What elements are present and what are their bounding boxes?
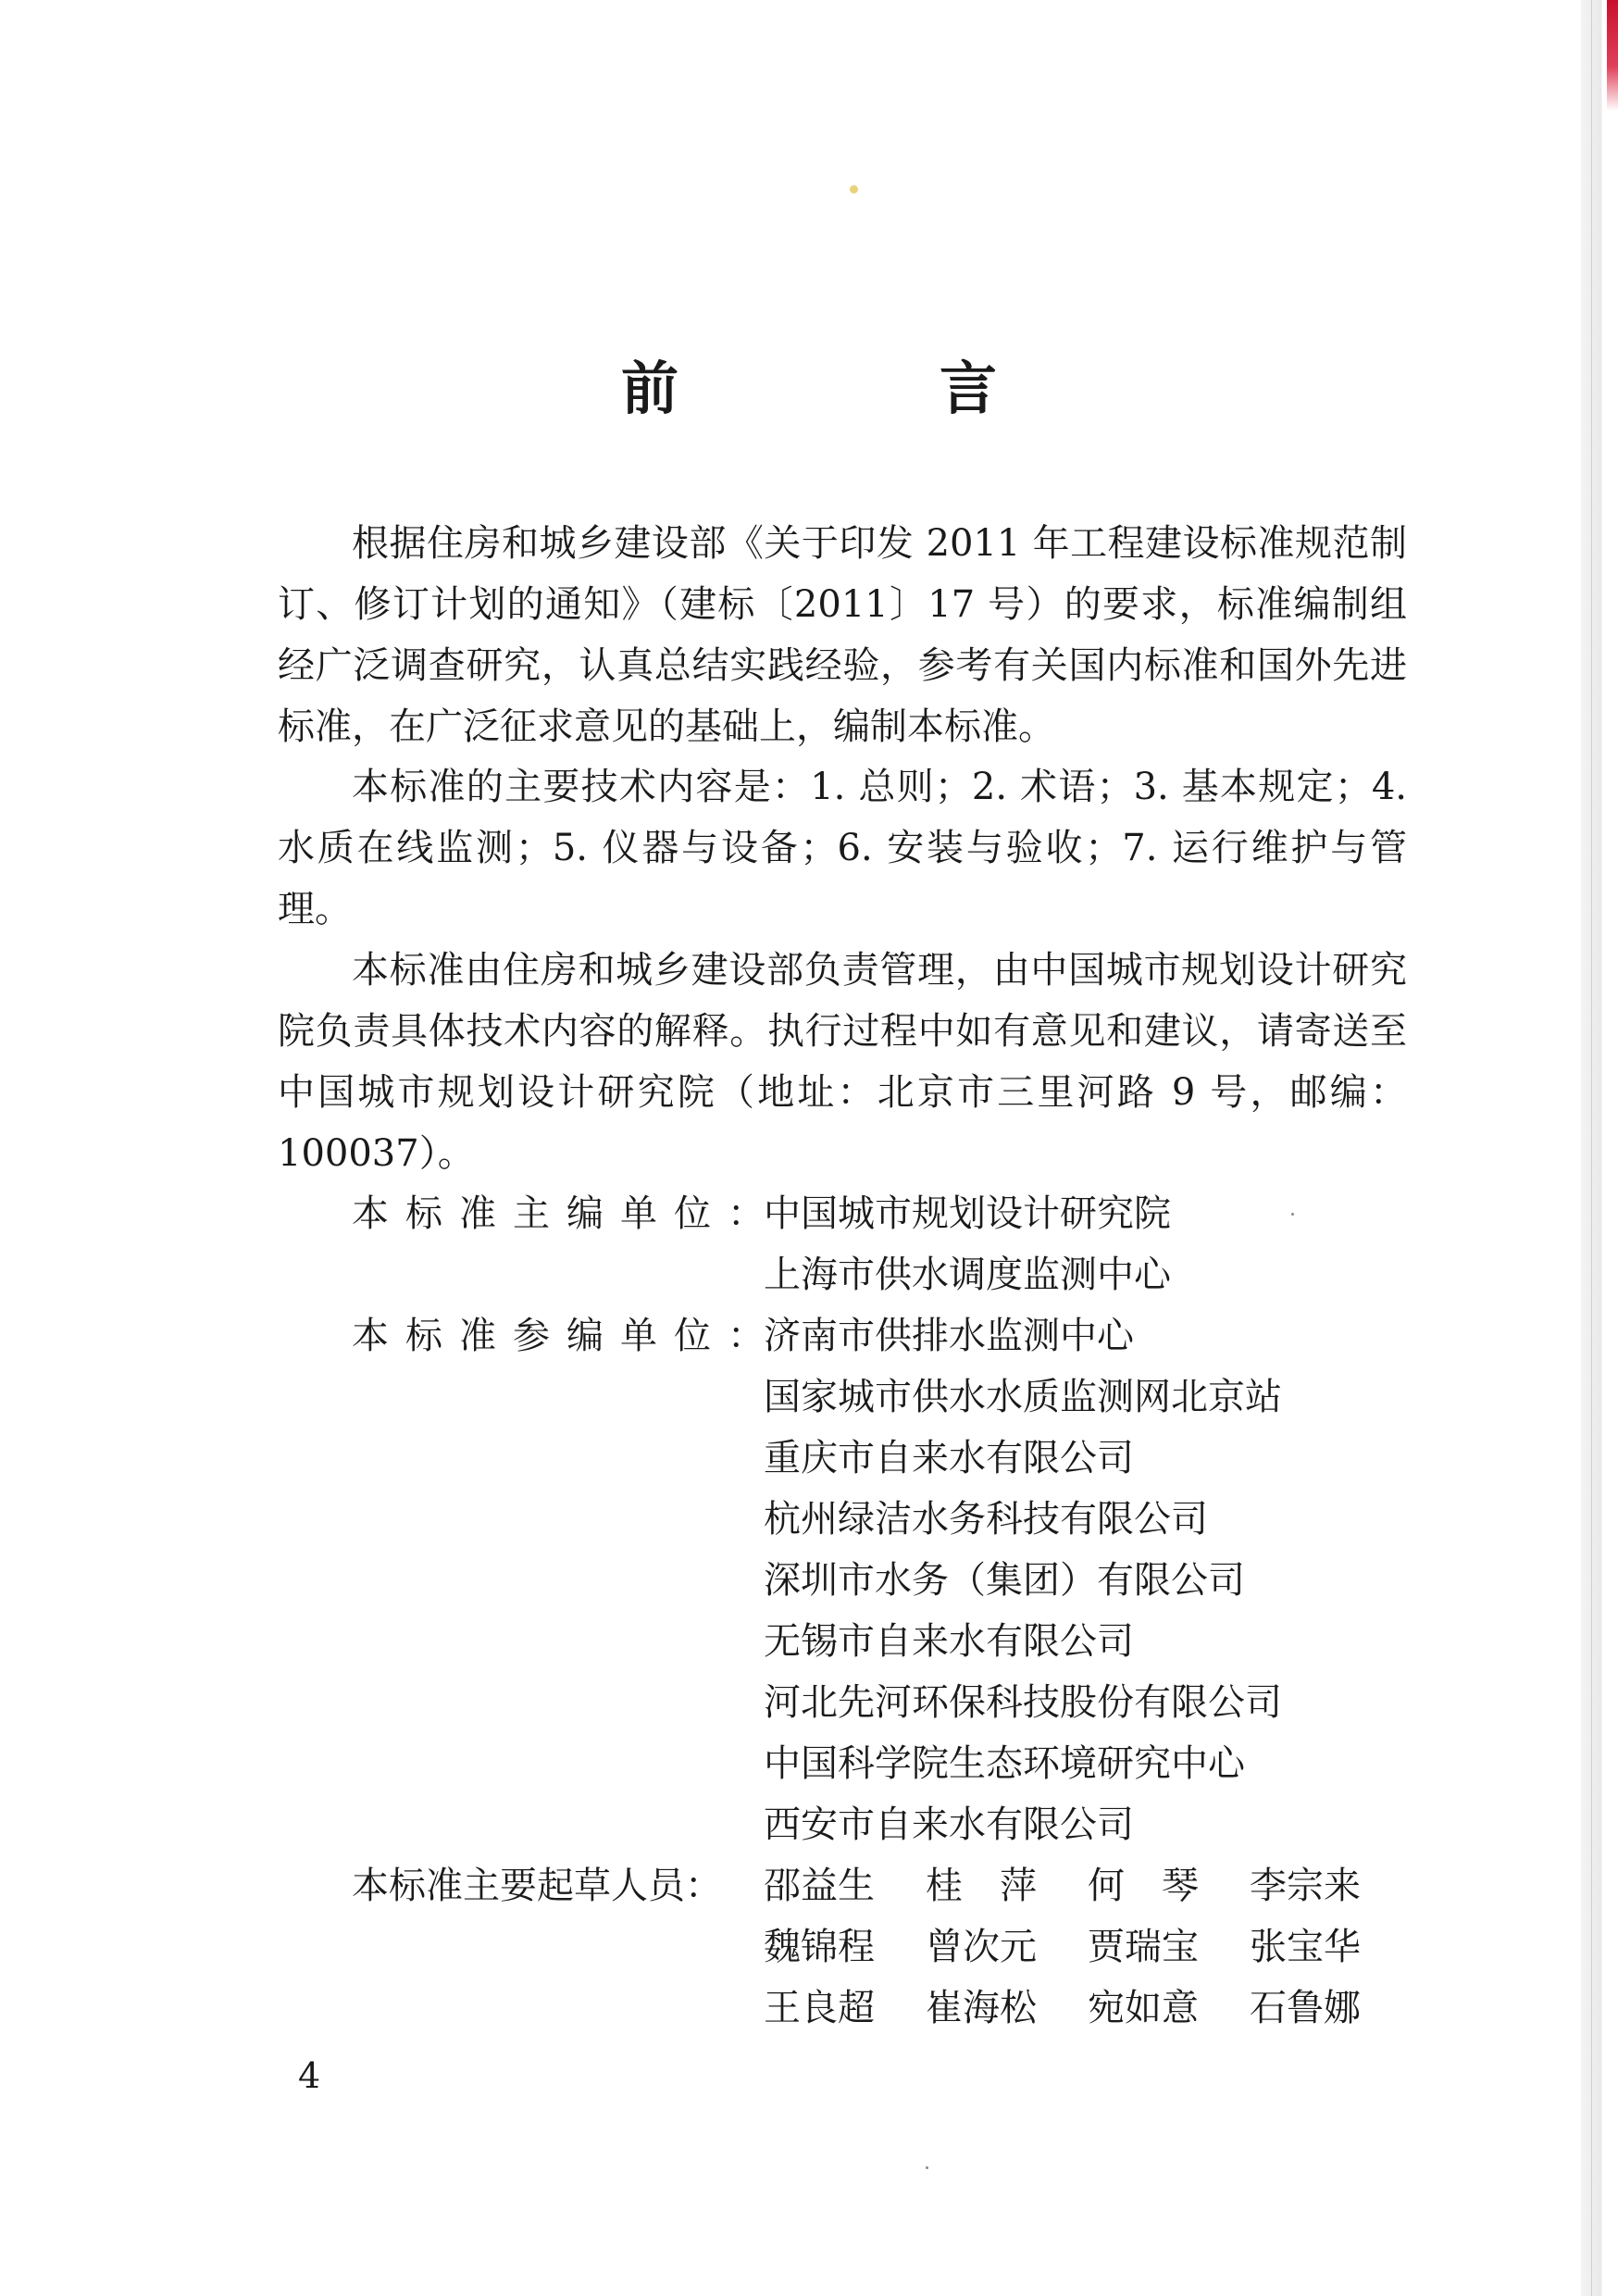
drafter-name: 曾次元 — [926, 1926, 1037, 1968]
drafter-name: 王良超 — [764, 1987, 875, 2029]
participating-unit: 国家城市供水水质监测网北京站 — [764, 1376, 1282, 1418]
paragraph-3-text: 本标准由住房和城乡建设部负责管理，由中国城市规划设计研究院负责具体技术内容的解释。执行过程中如有意见和建议，请寄送至中国城市规划设计研究院（地址：北京市三里河路 9 号，邮编：100037）。 — [278, 949, 1407, 1175]
chief-unit: 中国城市规划设计研究院 — [764, 1192, 1171, 1235]
participating-unit: 西安市自来水有限公司 — [764, 1803, 1134, 1846]
page-number: 4 — [298, 2055, 321, 2096]
drafter-name: 石鲁娜 — [1250, 1987, 1361, 2029]
drafter-name: 何 琴 — [1088, 1865, 1199, 1907]
chief-units-label: 本标准主编单位： — [352, 1192, 781, 1235]
chief-units-list — [764, 1183, 1171, 1305]
participating-unit: 杭州绿洁水务科技有限公司 — [764, 1498, 1208, 1541]
paragraph-3 — [278, 940, 1407, 1184]
participating-unit: 深圳市水务（集团）有限公司 — [764, 1559, 1245, 1602]
participating-unit: 河北先河环保科技股份有限公司 — [764, 1681, 1282, 1724]
drafter-name: 张宝华 — [1250, 1926, 1361, 1968]
paragraph-1 — [278, 513, 1407, 757]
participating-unit: 济南市供排水监测中心 — [764, 1315, 1134, 1357]
drafter-name: 宛如意 — [1088, 1987, 1199, 2029]
drafter-name: 魏锦程 — [764, 1926, 875, 1968]
drafters-label: 本标准主要起草人员： — [352, 1865, 722, 1907]
drafter-name: 崔海松 — [926, 1987, 1037, 2029]
cover-edge — [1607, 0, 1618, 111]
chief-unit: 上海市供水调度监测中心 — [764, 1254, 1171, 1296]
paragraph-2-text: 本标准的主要技术内容是：1. 总则；2. 术语；3. 基本规定；4. 水质在线监测；5. 仪器与设备；6. 安装与验收；7. 运行维护与管理。 — [278, 766, 1407, 930]
page-title: 前 言 — [620, 355, 1099, 422]
scan-dot — [926, 2166, 928, 2169]
drafter-name: 贾瑞宝 — [1088, 1926, 1199, 1968]
participating-unit: 中国科学院生态环境研究中心 — [764, 1742, 1245, 1785]
paragraph-2 — [278, 756, 1407, 940]
drafter-name: 桂 萍 — [926, 1865, 1037, 1907]
participating-unit: 重庆市自来水有限公司 — [764, 1437, 1134, 1479]
drafter-name: 李宗来 — [1250, 1865, 1361, 1907]
participating-unit: 无锡市自来水有限公司 — [764, 1620, 1134, 1663]
participating-units-list — [764, 1305, 1282, 1855]
participating-units-label: 本标准参编单位： — [352, 1315, 781, 1357]
drafter-name: 邵益生 — [764, 1865, 875, 1907]
scan-speck — [850, 185, 858, 193]
scan-dot — [1291, 1213, 1294, 1216]
paragraph-1-text: 根据住房和城乡建设部《关于印发 2011 年工程建设标准规范制订、修订计划的通知》（建标〔2011〕17 号）的要求，标准编制组经广泛调查研究，认真总结实践经验，参考有关国内标准和国外先进标准，在广泛征求意见的基础上，编制本标准。 — [278, 522, 1407, 748]
